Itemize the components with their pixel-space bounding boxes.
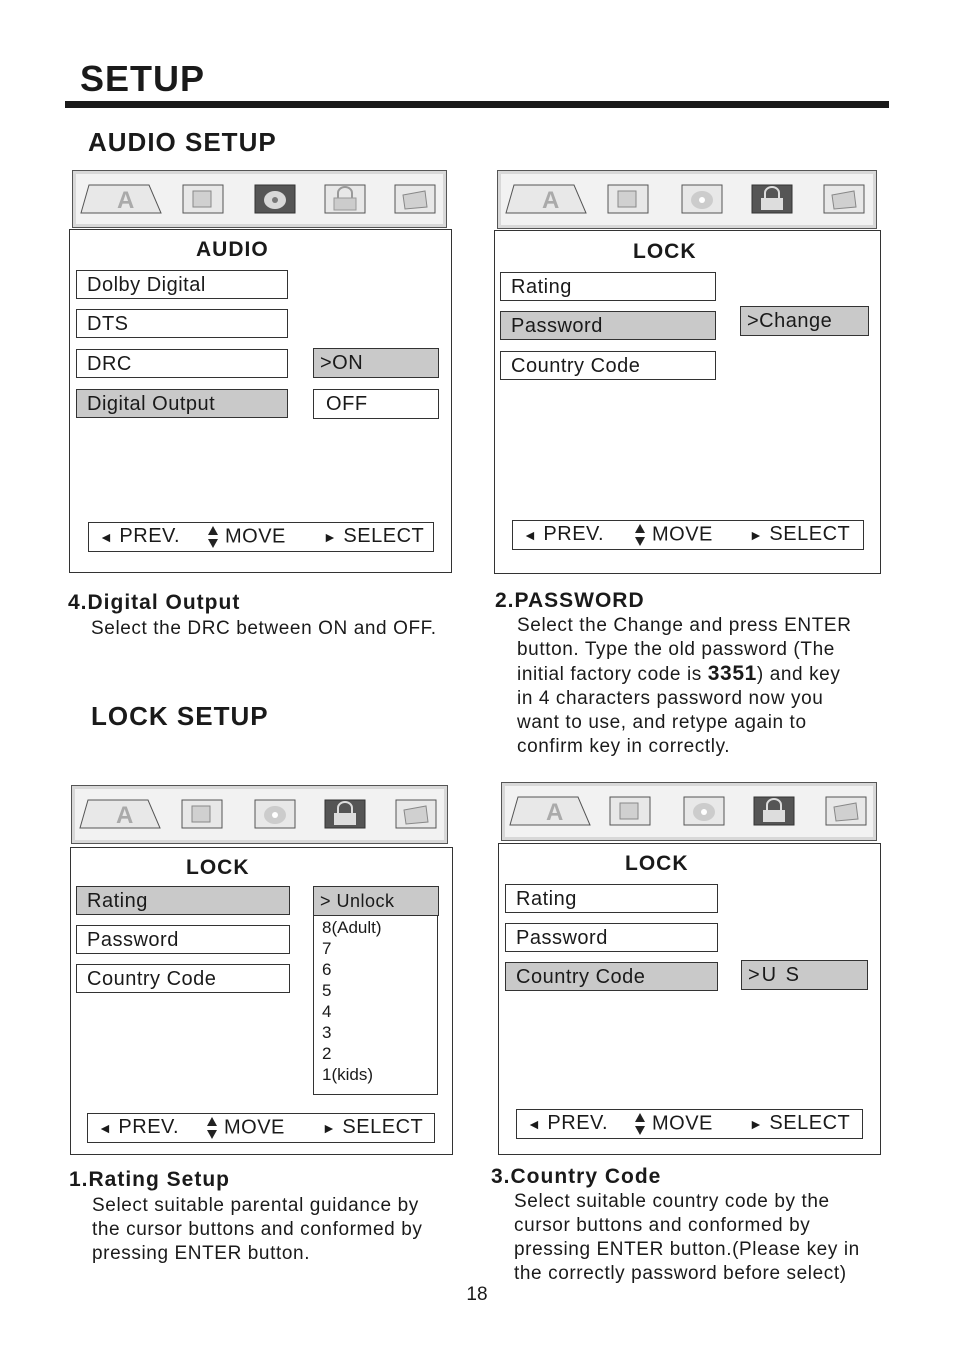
prev-arrow-icon: ◄ [98,1120,113,1136]
text-line: Select suitable parental guidance by [92,1195,419,1216]
svg-text:A: A [546,799,564,826]
text-line: button. Type the old password (The [517,639,835,660]
svg-text:A: A [116,802,134,829]
text-line: Select the Change and press ENTER [517,615,852,636]
rating-level-option[interactable]: 6 [322,960,332,979]
password-heading: 2.PASSWORD [495,589,645,612]
text-line: the correctly password before select) [514,1263,847,1284]
svg-text:A: A [542,187,560,214]
text-line: want to use, and retype again to [517,712,807,733]
text-line: pressing ENTER button.(Please key in [514,1239,860,1260]
video-icon[interactable] [181,183,225,215]
move-arrows-icon [634,1112,646,1136]
icon-bar [501,782,877,841]
country-code-screen [498,843,881,1155]
nav-bar [87,1113,435,1143]
menu-item-password[interactable]: Password [76,925,290,954]
text-fragment: ) and key [756,664,841,685]
audio-setup-title: AUDIO SETUP [88,127,277,157]
move-arrows-icon [206,1116,218,1140]
prev-arrow-icon: ◄ [523,527,538,543]
audio-icon[interactable] [253,798,297,830]
lock-icon[interactable] [752,795,796,827]
nav-bar [516,1109,863,1139]
select-arrow-icon: ► [749,527,764,543]
move-arrows-icon [207,525,219,549]
text-line: Select suitable country code by the [514,1191,830,1212]
misc-icon[interactable] [822,183,866,215]
misc-icon[interactable] [824,795,868,827]
icon-bar [71,785,448,844]
rating-level-option[interactable]: 5 [322,981,332,1000]
screen-title: LOCK [186,856,250,879]
option-off[interactable]: OFF [313,389,439,419]
nav-bar [512,520,864,550]
lock-icon[interactable] [750,183,794,215]
move-label[interactable]: MOVE [224,1116,285,1139]
digital-output-text: Select the DRC between ON and OFF. [91,618,437,639]
move-label[interactable]: MOVE [652,1112,713,1135]
move-arrows-icon [634,523,646,547]
country-code-text [514,1190,914,1286]
option-change[interactable]: >Change [740,306,869,336]
move-label[interactable]: MOVE [652,523,713,546]
rating-level-option[interactable]: 2 [322,1044,332,1063]
page-title: SETUP [80,58,206,99]
misc-icon[interactable] [393,183,437,215]
language-icon[interactable] [79,183,163,215]
text-line: cursor buttons and conformed by [514,1215,811,1236]
rating-level-option[interactable]: 1(kids) [322,1065,374,1084]
video-icon[interactable] [606,183,650,215]
title-rule [65,101,889,108]
menu-item-rating[interactable]: Rating [500,272,716,301]
language-icon[interactable] [504,183,588,215]
lock-icon[interactable] [323,798,367,830]
video-icon[interactable] [180,798,224,830]
prev-label[interactable]: PREV. [119,525,181,547]
menu-item-password[interactable]: Password [500,311,716,340]
audio-screen [69,229,452,573]
text-line [517,662,897,687]
audio-icon[interactable] [680,183,724,215]
misc-icon[interactable] [394,798,438,830]
rating-level-option[interactable]: 3 [322,1023,332,1042]
lock-setup-title: LOCK SETUP [91,701,269,731]
digital-output-heading: 4.Digital Output [68,591,241,614]
rating-level-option[interactable]: 8(Adult) [322,918,382,937]
select-label[interactable]: SELECT [343,525,425,547]
screen-title: AUDIO [196,238,269,261]
password-screen [494,230,881,574]
rating-level-option[interactable]: 7 [322,939,332,958]
move-label[interactable]: MOVE [225,525,286,548]
password-text [517,614,897,759]
text-line: confirm key in correctly. [517,736,731,757]
menu-item-dts[interactable]: DTS [76,309,288,338]
menu-item-digital-output[interactable]: Digital Output [76,389,288,418]
select-arrow-icon: ► [749,1116,764,1132]
rating-screen [70,847,453,1155]
menu-item-dolby-digital[interactable]: Dolby Digital [76,270,288,299]
icon-bar [72,170,447,228]
option-on[interactable]: >ON [313,348,439,378]
country-code-heading: 3.Country Code [491,1165,662,1188]
option-unlock[interactable]: > Unlock [313,886,439,916]
screen-title: LOCK [625,852,689,875]
rating-level-list [313,915,438,1095]
nav-bar [88,522,434,552]
select-label[interactable]: SELECT [342,1116,424,1138]
select-label[interactable]: SELECT [769,523,851,545]
factory-code: 3351 [707,662,757,685]
select-arrow-icon: ► [323,529,338,545]
icon-bar [497,170,877,229]
rating-level-option[interactable]: 4 [322,1002,332,1021]
screen-title: LOCK [633,240,697,263]
select-arrow-icon: ► [322,1120,337,1136]
text-fragment: initial factory code is [517,664,708,685]
menu-item-rating[interactable]: Rating [76,886,290,915]
language-icon[interactable] [508,795,592,827]
prev-label[interactable]: PREV. [118,1116,180,1138]
select-label[interactable]: SELECT [769,1112,851,1134]
language-icon[interactable] [78,798,162,830]
rating-setup-text [92,1194,462,1266]
text-line: pressing ENTER button. [92,1243,311,1264]
menu-item-country-code[interactable]: Country Code [76,964,290,993]
prev-arrow-icon: ◄ [99,529,114,545]
svg-text:A: A [117,187,135,214]
option-country-us[interactable]: >U S [741,960,868,990]
audio-icon[interactable] [253,183,297,215]
rating-setup-heading: 1.Rating Setup [69,1168,231,1191]
lock-icon[interactable] [323,183,367,215]
audio-icon[interactable] [682,795,726,827]
prev-label[interactable]: PREV. [543,523,605,545]
menu-item-country-code[interactable]: Country Code [500,351,716,380]
text-line: the cursor buttons and conformed by [92,1219,423,1240]
menu-item-rating[interactable]: Rating [505,884,718,913]
menu-item-country-code[interactable]: Country Code [505,962,718,991]
prev-arrow-icon: ◄ [527,1116,542,1132]
page-number: 18 [466,1284,488,1305]
menu-item-password[interactable]: Password [505,923,718,952]
prev-label[interactable]: PREV. [547,1112,609,1134]
video-icon[interactable] [608,795,652,827]
menu-item-drc[interactable]: DRC [76,349,288,378]
text-line: in 4 characters password now you [517,688,824,709]
